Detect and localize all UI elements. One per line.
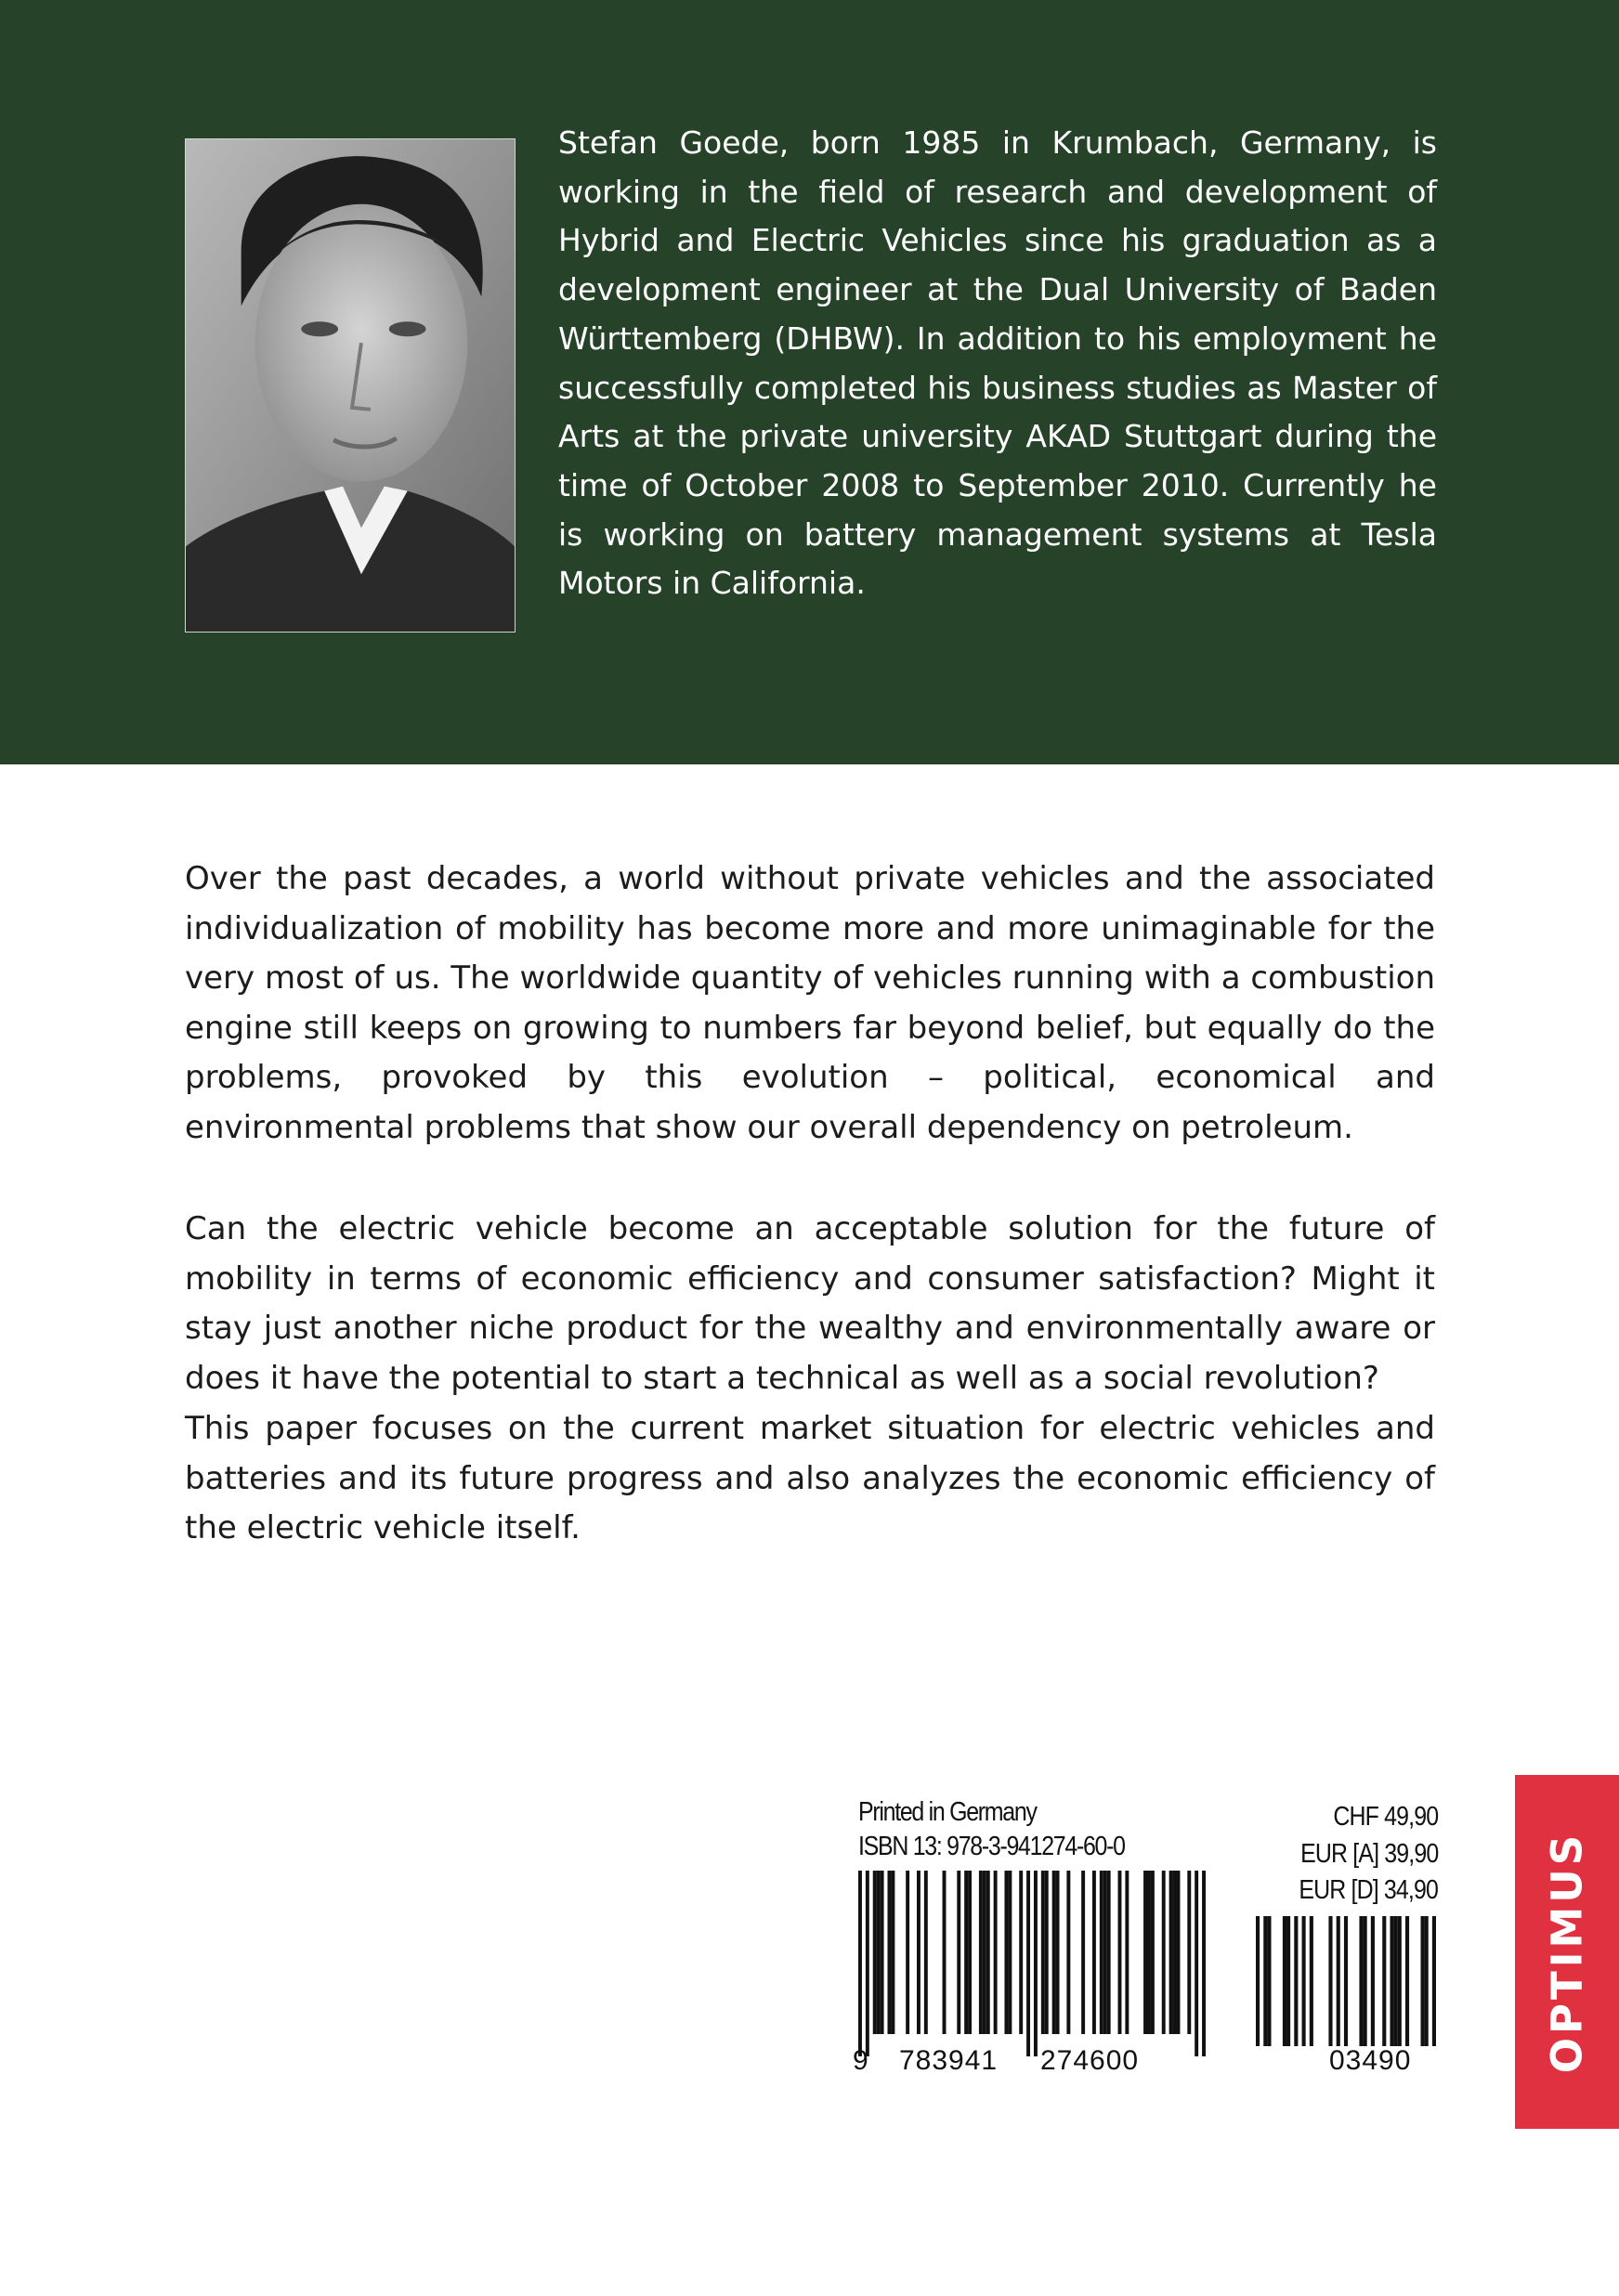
addon-barcode-bar bbox=[1390, 1916, 1393, 2046]
blurb-paragraph-3: This paper focuses on the current market situation for electric vehicles and batteries and its future progress and also analyzes the economic efficiency of the electric vehicle itself. bbox=[185, 1410, 1435, 1546]
barcode-bar bbox=[1103, 1871, 1107, 2034]
barcode-bar bbox=[1034, 1871, 1038, 2056]
blurb-paragraph-2: Can the electric vehicle become an acceptable solution for the future of mobility in terms of economic efficiency and consumer satisfaction? Might it stay just another niche product for the wealthy and environmentally aware or does it have the potential to start a technical as well as a social revolution? bbox=[185, 1210, 1435, 1397]
isbn-label: ISBN 13: 978-3-941274-60-0 bbox=[858, 1832, 1125, 1861]
addon-barcode-bar bbox=[1294, 1916, 1298, 2046]
barcode-bar bbox=[1169, 1871, 1173, 2034]
isbn-barcode bbox=[858, 1871, 1206, 2056]
barcode-bar bbox=[917, 1871, 920, 2034]
addon-barcode-bar bbox=[1394, 1916, 1398, 2046]
barcode-bar bbox=[924, 1871, 928, 2034]
barcode-bar bbox=[1125, 1871, 1129, 2034]
barcode-bar bbox=[979, 1871, 983, 2034]
addon-barcode-bar bbox=[1432, 1916, 1436, 2046]
barcode-bar bbox=[1092, 1871, 1096, 2034]
barcode-bar bbox=[873, 1871, 877, 2034]
barcode-bar bbox=[1173, 1871, 1177, 2034]
publisher-name: OPTIMUS bbox=[1542, 1831, 1592, 2073]
addon-barcode-bar bbox=[1344, 1916, 1348, 2046]
barcode-bar bbox=[964, 1871, 968, 2034]
barcode-bar bbox=[1177, 1871, 1181, 2034]
barcode-bar bbox=[1052, 1871, 1056, 2034]
barcode-bar bbox=[887, 1871, 891, 2034]
addon-barcode-bar bbox=[1398, 1916, 1402, 2046]
barcode-bar bbox=[881, 1871, 884, 2034]
addon-barcode-bar bbox=[1425, 1916, 1429, 2046]
addon-barcode-bar bbox=[1364, 1916, 1367, 2046]
author-photo bbox=[185, 138, 516, 633]
barcode-digits-right: 274600 bbox=[1040, 2045, 1140, 2076]
addon-barcode-bar bbox=[1256, 1916, 1260, 2046]
barcode-bar bbox=[943, 1871, 947, 2034]
barcode-bar bbox=[891, 1871, 894, 2034]
author-band bbox=[0, 0, 1619, 764]
addon-barcode-bar bbox=[1337, 1916, 1340, 2046]
barcode-addon-digits: 03490 bbox=[1329, 2045, 1412, 2076]
publisher-tab bbox=[1515, 1775, 1619, 2129]
barcode-bar bbox=[1081, 1871, 1085, 2034]
author-bio: Stefan Goede, born 1985 in Krumbach, Germany, is working in the field of research and development of Hybrid and Electric Vehicles since his graduation as a development engineer at the Dual University of Baden Württemberg (DHBW). In addition to his employment he successfully completed his business studies as Master of Arts at the private university AKAD Stuttgart during the time of October 2008 to September 2010. Currently he is working on battery management systems at Tesla Motors in California. bbox=[558, 124, 1437, 602]
author-portrait-icon bbox=[186, 139, 515, 632]
printed-in-label: Printed in Germany bbox=[858, 1797, 1037, 1827]
barcode-bar bbox=[1151, 1871, 1155, 2034]
addon-barcode-bar bbox=[1359, 1916, 1363, 2046]
barcode-bar bbox=[906, 1871, 909, 2034]
barcode-digits-left: 783941 bbox=[899, 2045, 999, 2076]
addon-barcode-bar bbox=[1382, 1916, 1386, 2046]
price-eur-a: EUR [A] 39,90 bbox=[1299, 1839, 1438, 1869]
addon-barcode-bar bbox=[1328, 1916, 1332, 2046]
barcode-bar bbox=[968, 1871, 972, 2034]
barcode-digit-first: 9 bbox=[853, 2045, 869, 2076]
barcode-bar bbox=[1162, 1871, 1166, 2034]
barcode-bar bbox=[1147, 1871, 1151, 2034]
barcode-bar bbox=[1019, 1871, 1023, 2034]
price-chf: CHF 49,90 bbox=[1333, 1802, 1438, 1832]
barcode-bar bbox=[1066, 1871, 1070, 2034]
barcode-bar bbox=[957, 1871, 960, 2034]
addon-barcode-bar bbox=[1267, 1916, 1271, 2046]
barcode-bar bbox=[1056, 1871, 1060, 2034]
barcode-bar bbox=[866, 1871, 869, 2056]
addon-barcode-bar bbox=[1420, 1916, 1424, 2046]
barcode-bar bbox=[1143, 1871, 1147, 2034]
barcode-bar bbox=[858, 1871, 862, 2056]
addon-barcode-bar bbox=[1302, 1916, 1306, 2046]
addon-barcode-bar bbox=[1405, 1916, 1409, 2046]
barcode-bar bbox=[1045, 1871, 1049, 2034]
barcode-bar bbox=[1026, 1871, 1030, 2056]
barcode-bar bbox=[1195, 1871, 1198, 2056]
price-addon-barcode bbox=[1256, 1916, 1436, 2046]
addon-barcode-bar bbox=[1286, 1916, 1290, 2046]
barcode-bar bbox=[994, 1871, 998, 2034]
barcode-bar bbox=[983, 1871, 986, 2034]
barcode-bar bbox=[986, 1871, 990, 2034]
barcode-bar bbox=[1041, 1871, 1045, 2034]
addon-barcode-bar bbox=[1283, 1916, 1286, 2046]
addon-barcode-bar bbox=[1310, 1916, 1313, 2046]
barcode-bar bbox=[1202, 1871, 1206, 2056]
barcode-bar bbox=[1100, 1871, 1103, 2034]
barcode-bar bbox=[1107, 1871, 1111, 2034]
barcode-bar bbox=[877, 1871, 881, 2034]
barcode-bar bbox=[1118, 1871, 1122, 2034]
barcode-block bbox=[853, 1796, 1438, 2094]
addon-barcode-bar bbox=[1371, 1916, 1375, 2046]
blurb-paragraph-1: Over the past decades, a world without private vehicles and the associated individualization of mobility has become more and more unimaginable for the very most of us. The worldwide quantity of vehicles running with a combustion engine still keeps on growing to numbers far beyond belief, but equally do the problems, provoked by this evolution – political, economical and environmental problems that show our overall dependency on petroleum. bbox=[185, 860, 1435, 1146]
addon-barcode-bar bbox=[1263, 1916, 1267, 2046]
price-eur-d: EUR [D] 34,90 bbox=[1299, 1875, 1438, 1905]
barcode-bar bbox=[1187, 1871, 1191, 2034]
barcode-bar bbox=[1004, 1871, 1008, 2034]
barcode-bar bbox=[1008, 1871, 1012, 2034]
